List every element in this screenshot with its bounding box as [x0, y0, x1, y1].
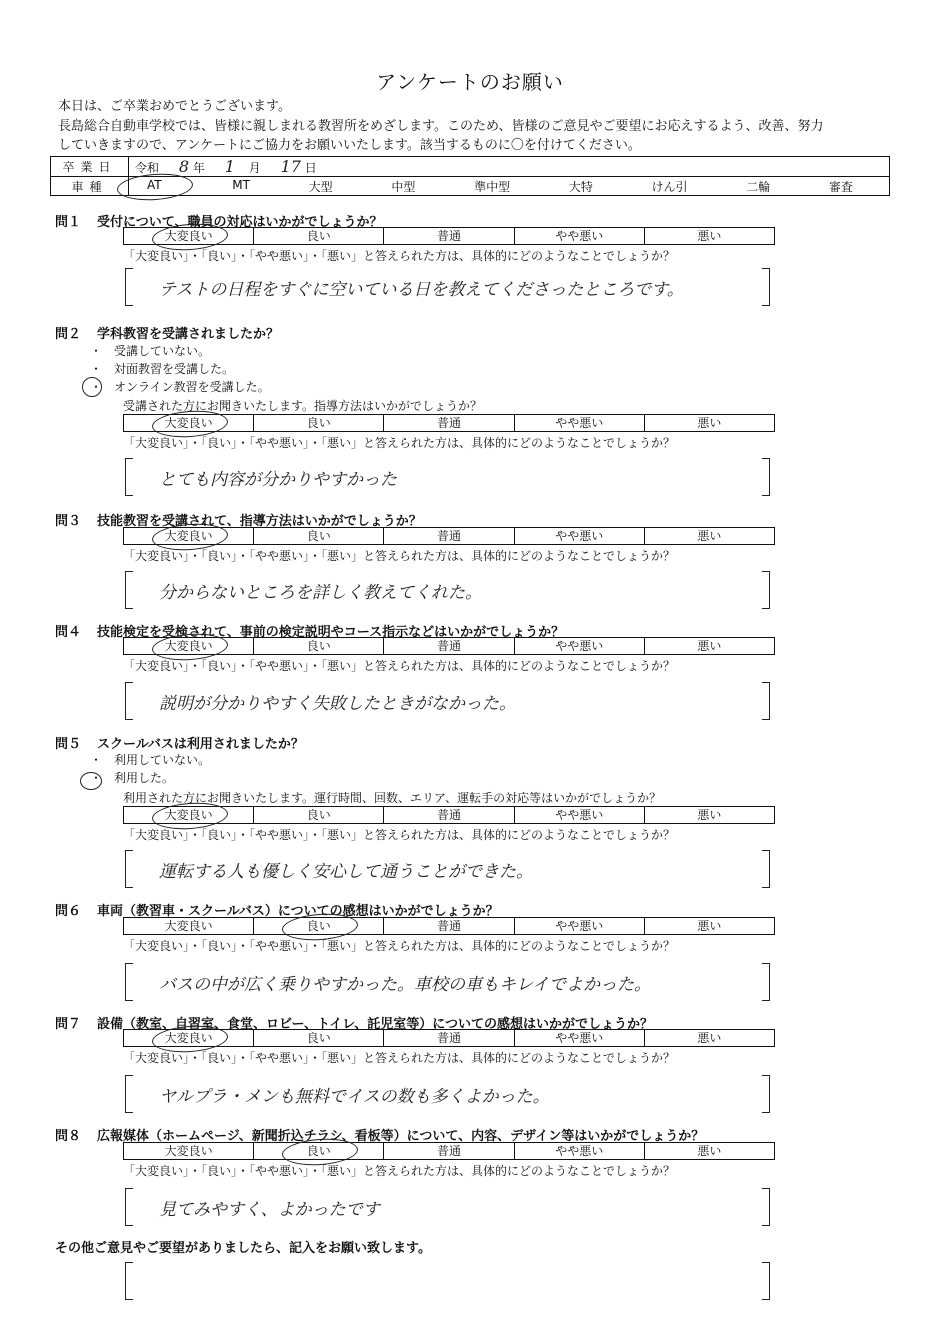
q8-ask-line: 「大変良い」・「良い」・「やや悪い」・「悪い」と答えられた方は、具体的にどのようなことでしょうか？ — [123, 1164, 676, 1178]
q5-option-1[interactable]: ・ 利用していない。 — [90, 753, 211, 767]
left-bracket — [125, 1075, 133, 1113]
q2-rating-1[interactable]: 大変良い — [124, 415, 254, 431]
q8-rating-4[interactable]: やや悪い — [515, 1143, 645, 1159]
q6-text: 車両（教習車・スクールバス）についての感想はいかがでしょうか？ — [97, 904, 499, 919]
q1-rating-row — [123, 227, 775, 245]
q6-rating-2[interactable]: 良い — [254, 918, 384, 934]
q5-sub-question: 利用された方にお聞きいたします。運行時間、回数、エリア、運転手の対応等はいかがでしょうか？ — [123, 791, 662, 805]
month-unit: 月 — [248, 161, 261, 175]
q5-rating-5[interactable]: 悪い — [697, 808, 722, 822]
q3-rating-5[interactable]: 悪い — [697, 529, 722, 543]
q6-rating-3[interactable]: 普通 — [384, 918, 514, 934]
q8-rating-5[interactable]: 悪い — [697, 1144, 722, 1158]
q4-rating-4[interactable]: やや悪い — [515, 638, 645, 654]
q3-rating-2[interactable]: 良い — [254, 528, 384, 544]
intro-line-2: 長島総合自動車学校では、皆様に親しまれる教習所をめざします。このため、皆様のご意見やご要望にお応えするよう、改善、努力 — [58, 119, 824, 134]
q8-answer-box[interactable] — [125, 1188, 770, 1226]
q6-rating-1[interactable]: 大変良い — [124, 918, 254, 934]
right-bracket — [762, 571, 770, 609]
q2-number: 問２ — [55, 327, 82, 342]
q2-text: 学科教習を受講されましたか？ — [97, 327, 280, 342]
q2-option-3-label: オンライン教習を受講した。 — [114, 380, 270, 394]
right-bracket — [762, 1188, 770, 1226]
q8-number: 問８ — [55, 1129, 82, 1144]
q2-option-2[interactable]: ・ 対面教習を受講した。 — [90, 362, 235, 376]
q1-ask-line: 「大変良い」・「良い」・「やや悪い」・「悪い」と答えられた方は、具体的にどのようなことでしょうか？ — [123, 249, 676, 263]
q4-answer: 説明が分かりやすく失敗したときがなかった。 — [159, 694, 516, 714]
q6-rating-row — [123, 917, 775, 935]
q2-answer: とても内容が分かりやすかった — [159, 470, 397, 490]
q1-answer-box[interactable] — [125, 268, 770, 306]
q4-rating-3[interactable]: 普通 — [384, 638, 514, 654]
q2-rating-3[interactable]: 普通 — [384, 415, 514, 431]
left-bracket — [125, 963, 133, 1001]
q2-rating-2[interactable]: 良い — [254, 415, 384, 431]
page-title: アンケートのお願い — [376, 70, 564, 94]
q2-option-3[interactable]: ・ オンライン教習を受講した。 — [90, 380, 270, 394]
grad-day[interactable]: 17 — [280, 157, 301, 176]
q2-answer-box[interactable] — [125, 458, 770, 496]
type-option-motorcycle[interactable]: 二輪 — [746, 179, 771, 194]
q6-rating-4[interactable]: やや悪い — [515, 918, 645, 934]
q3-answer-box[interactable] — [125, 571, 770, 609]
q1-rating-4[interactable]: やや悪い — [515, 228, 645, 244]
q2-sub-question: 受講された方にお聞きいたします。指導方法はいかがでしょうか？ — [123, 399, 483, 413]
q1-number: 問１ — [55, 215, 82, 230]
type-option-towing[interactable]: けん引 — [651, 179, 688, 194]
other-heading: その他ご意見やご要望がありましたら、記入をお願い致します。 — [55, 1241, 431, 1256]
q4-answer-box[interactable] — [125, 682, 770, 720]
q8-text: 広報媒体（ホームページ、新聞折込チラシ、看板等）について、内容、デザイン等はいかがでしょうか？ — [97, 1129, 705, 1144]
q4-number: 問４ — [55, 625, 82, 640]
q6-ask-line: 「大変良い」・「良い」・「やや悪い」・「悪い」と答えられた方は、具体的にどのようなことでしょうか？ — [123, 939, 676, 953]
right-bracket — [762, 1075, 770, 1113]
type-option-at[interactable]: AT — [135, 178, 174, 195]
q7-number: 問７ — [55, 1017, 82, 1032]
q2-ask-line: 「大変良い」・「良い」・「やや悪い」・「悪い」と答えられた方は、具体的にどのようなことでしょうか？ — [123, 436, 676, 450]
q4-rating-1[interactable]: 大変良い — [124, 638, 254, 654]
q3-rating-4[interactable]: やや悪い — [515, 528, 645, 544]
q2-option-1-label: 受講していない。 — [114, 344, 211, 358]
right-bracket — [762, 963, 770, 1001]
type-option-mt[interactable]: MT — [232, 177, 250, 192]
q7-answer: ヤルプラ・メンも無料でイスの数も多くよかった。 — [159, 1087, 550, 1107]
q6-number: 問６ — [55, 904, 82, 919]
q4-text: 技能検定を受検されて、事前の検定説明やコース指示などはいかがでしょうか？ — [97, 625, 565, 640]
q2-option-2-label: 対面教習を受講した。 — [114, 362, 235, 376]
q4-ask-line: 「大変良い」・「良い」・「やや悪い」・「悪い」と答えられた方は、具体的にどのようなことでしょうか？ — [123, 659, 676, 673]
right-bracket — [762, 682, 770, 720]
q3-rating-1[interactable]: 大変良い — [124, 528, 254, 544]
q3-rating-3[interactable]: 普通 — [384, 528, 514, 544]
right-bracket — [762, 268, 770, 306]
q7-rating-row — [123, 1029, 775, 1047]
q8-answer: 見てみやすく、よかったです — [159, 1200, 380, 1220]
q2-option-1[interactable]: ・ 受講していない。 — [90, 344, 211, 358]
grad-year[interactable]: 8 — [178, 157, 190, 176]
q8-rating-3[interactable]: 普通 — [384, 1143, 514, 1159]
q2-heading — [55, 323, 279, 342]
left-bracket — [125, 682, 133, 720]
q3-number: 問３ — [55, 514, 82, 529]
q8-rating-1[interactable]: 大変良い — [124, 1143, 254, 1159]
type-option-review[interactable]: 審査 — [828, 179, 853, 194]
q5-rating-1[interactable]: 大変良い — [124, 807, 254, 823]
q5-rating-2[interactable]: 良い — [254, 807, 384, 823]
q5-option-1-label: 利用していない。 — [114, 753, 211, 767]
q5-option-2[interactable]: ・ 利用した。 — [90, 771, 175, 785]
q2-selected-circle-mark — [82, 377, 102, 397]
q7-text: 設備（教室、自習室、食堂、ロビー、トイレ、託児室等）についての感想はいかがでしょうか？ — [97, 1017, 654, 1032]
left-bracket — [125, 458, 133, 496]
left-bracket — [125, 1188, 133, 1226]
info-table — [50, 156, 890, 196]
q1-rating-2[interactable]: 良い — [254, 228, 384, 244]
left-bracket — [125, 850, 133, 888]
left-bracket — [125, 268, 133, 306]
intro-line-1: 本日は、ご卒業おめでとうございます。 — [58, 99, 291, 114]
q2-rating-4[interactable]: やや悪い — [515, 415, 645, 431]
right-bracket — [762, 850, 770, 888]
q1-rating-1[interactable]: 大変良い — [124, 228, 254, 244]
q5-rating-row — [123, 806, 775, 824]
q5-selected-circle-mark — [80, 772, 102, 790]
q2-rating-5[interactable]: 悪い — [697, 416, 722, 430]
q6-rating-5[interactable]: 悪い — [697, 919, 722, 933]
q5-rating-3[interactable]: 普通 — [384, 807, 514, 823]
type-option-semi-medium[interactable]: 準中型 — [474, 179, 511, 194]
q7-rating-4[interactable]: やや悪い — [515, 1030, 645, 1046]
q1-text: 受付について、職員の対応はいかがでしょうか？ — [97, 215, 383, 230]
day-unit: 日 — [304, 161, 317, 175]
q8-rating-row — [123, 1142, 775, 1160]
q3-text: 技能教習を受講されて、指導方法はいかがでしょうか？ — [97, 514, 422, 529]
q5-answer-box[interactable] — [125, 850, 770, 888]
q6-answer: バスの中が広く乗りやすかった。車校の車もキレイでよかった。 — [159, 975, 651, 995]
right-bracket — [762, 1262, 770, 1300]
q1-answer: テストの日程をすぐに空いている日を教えてくださったところです。 — [159, 280, 684, 300]
q7-rating-2[interactable]: 良い — [254, 1030, 384, 1046]
q7-rating-3[interactable]: 普通 — [384, 1030, 514, 1046]
q5-option-2-label: 利用した。 — [114, 771, 175, 785]
right-bracket — [762, 458, 770, 496]
q2-rating-row — [123, 414, 775, 432]
grad-date-cell — [129, 157, 890, 177]
q5-heading — [55, 733, 304, 752]
q5-number: 問５ — [55, 737, 82, 752]
q8-rating-2[interactable]: 良い — [254, 1143, 384, 1159]
type-option-large[interactable]: 大型 — [308, 179, 333, 194]
q1-rating-5[interactable]: 悪い — [697, 229, 722, 243]
q5-rating-4[interactable]: やや悪い — [515, 807, 645, 823]
q7-answer-box[interactable] — [125, 1075, 770, 1113]
q7-rating-5[interactable]: 悪い — [697, 1031, 722, 1045]
q3-answer: 分からないところを詳しく教えてくれた。 — [159, 583, 482, 603]
q3-rating-row — [123, 527, 775, 545]
q5-text: スクールバスは利用されましたか？ — [97, 737, 304, 752]
q5-answer: 運転する人も優しく安心して通うことができた。 — [159, 862, 533, 882]
other-answer-box[interactable] — [125, 1262, 770, 1300]
intro-line-3: していきますので、アンケートにご協力をお願いいたします。該当するものに〇を付けてください。 — [58, 138, 641, 153]
vehicle-type-cell — [129, 177, 890, 196]
q4-rating-row — [123, 637, 775, 655]
q6-answer-box[interactable] — [125, 963, 770, 1001]
q7-ask-line: 「大変良い」・「良い」・「やや悪い」・「悪い」と答えられた方は、具体的にどのようなことでしょうか？ — [123, 1051, 676, 1065]
grad-date-label: 卒業日 — [51, 157, 129, 177]
q4-rating-5[interactable]: 悪い — [697, 639, 722, 653]
grad-month[interactable]: 1 — [224, 157, 235, 176]
left-bracket — [125, 571, 133, 609]
left-bracket — [125, 1262, 133, 1300]
q1-rating-3[interactable]: 普通 — [384, 228, 514, 244]
q7-rating-1[interactable]: 大変良い — [124, 1030, 254, 1046]
q5-ask-line: 「大変良い」・「良い」・「やや悪い」・「悪い」と答えられた方は、具体的にどのようなことでしょうか？ — [123, 828, 676, 842]
type-option-large-special[interactable]: 大特 — [568, 179, 593, 194]
type-option-medium[interactable]: 中型 — [391, 179, 416, 194]
year-unit: 年 — [192, 161, 205, 175]
era-label: 令和 — [135, 161, 160, 175]
q3-ask-line: 「大変良い」・「良い」・「やや悪い」・「悪い」と答えられた方は、具体的にどのようなことでしょうか？ — [123, 549, 676, 563]
vehicle-type-label: 車種 — [51, 177, 129, 196]
q4-rating-2[interactable]: 良い — [254, 638, 384, 654]
